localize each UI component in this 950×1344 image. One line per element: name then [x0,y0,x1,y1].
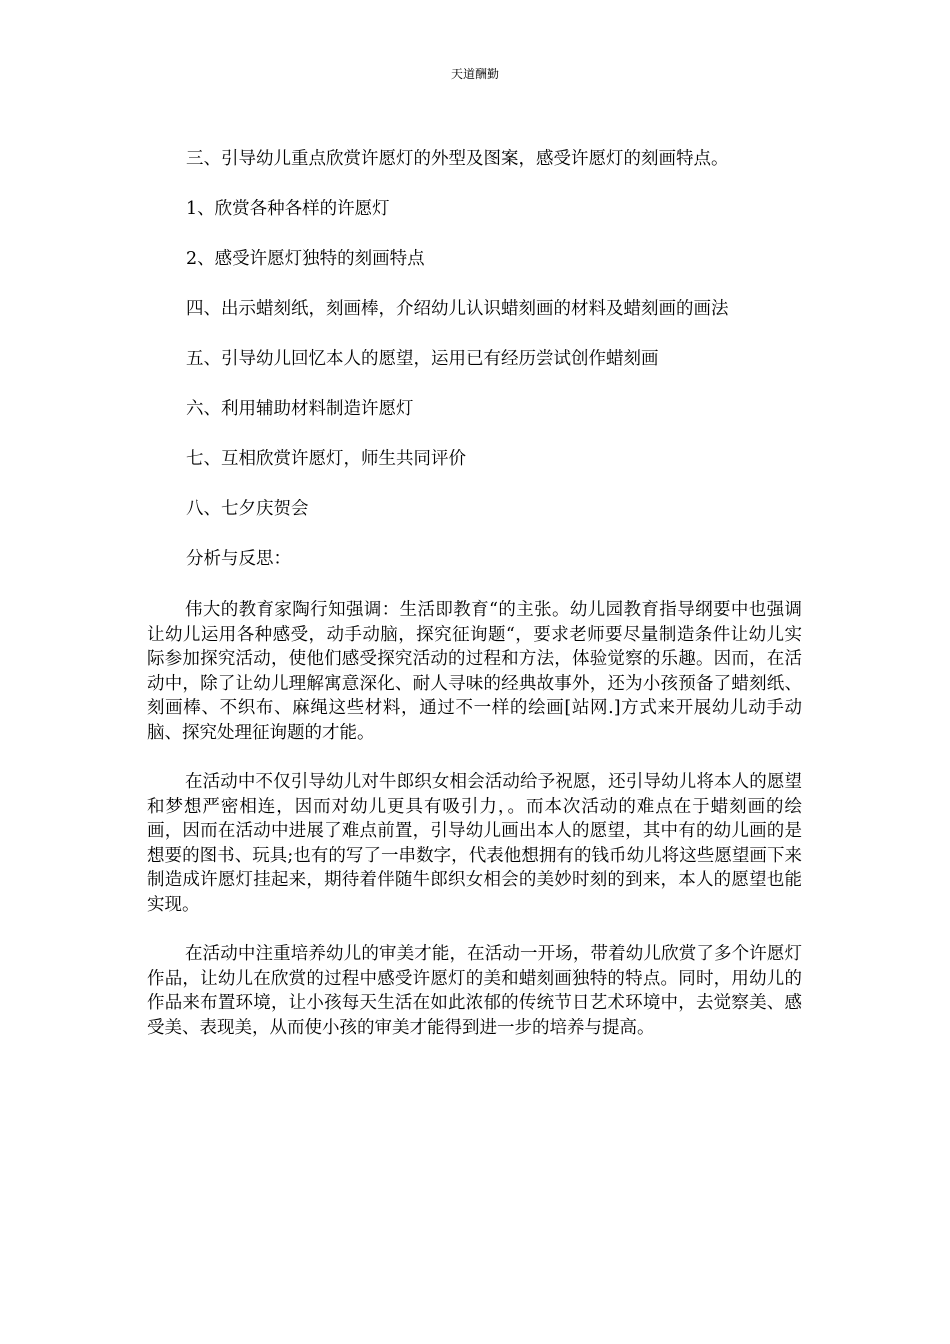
outline-item: 1、欣赏各种各样的许愿灯 [186,199,390,219]
outline-item: 七、互相欣赏许愿灯，师生共同评价 [186,449,466,469]
page-header: 天道酬勤 [450,67,499,81]
body-paragraph: 在活动中不仅引导幼儿对牛郎织女相会活动给予祝愿，还引导幼儿将本人的愿望和梦想严密相连，因而对幼儿更具有吸引力，。而本次活动的难点在于蜡刻画的绘画，因而在活动中进展了难点前置，引导幼儿画出本人的愿望，其中有的幼儿画的是想要的图书、玩具;也有的写了一串数字，代表他想拥有的钱币幼儿将这些愿望画下来制造成许愿灯挂起来，期待着伴随牛郎织女相会的美妙时刻的到来，本人的愿望也能实现。 [147,772,802,915]
outline-item: 六、利用辅助材料制造许愿灯 [186,399,414,419]
body-paragraph: 在活动中注重培养幼儿的审美才能，在活动一开场，带着幼儿欣赏了多个许愿灯作品，让幼儿在欣赏的过程中感受许愿灯的美和蜡刻画独特的特点。同时，用幼儿的作品来布置环境，让小孩每天生活在如此浓郁的传统节日艺术环境中，去觉察美、感受美、表现美，从而使小孩的审美才能得到进一步的培养与提高。 [147,944,802,1038]
section-heading-analysis: 分析与反思： [186,549,291,569]
outline-item: 三、引导幼儿重点欣赏许愿灯的外型及图案，感受许愿灯的刻画特点。 [186,149,729,169]
outline-item: 四、出示蜡刻纸，刻画棒，介绍幼儿认识蜡刻画的材料及蜡刻画的画法 [186,299,729,319]
outline-item: 2、感受许愿灯独特的刻画特点 [186,249,425,269]
body-paragraph: 伟大的教育家陶行知强调：生活即教育“的主张。幼儿园教育指导纲要中也强调让幼儿运用各种感受，动手动脑，探究征询题“，要求老师要尽量制造条件让幼儿实际参加探究活动，使他们感受探究活动的过程和方法，体验觉察的乐趣。因而，在活动中，除了让幼儿理解寓意深化、耐人寻味的经典故事外，还为小孩预备了蜡刻纸、刻画棒、不织布、麻绳这些材料，通过不一样的绘画[站网.]方式来开展幼儿动手动脑、探究处理征询题的才能。 [147,600,802,743]
outline-item: 五、引导幼儿回忆本人的愿望，运用已有经历尝试创作蜡刻画 [186,349,659,369]
outline-item: 八、七夕庆贺会 [186,499,309,519]
document-body [147,148,802,1065]
